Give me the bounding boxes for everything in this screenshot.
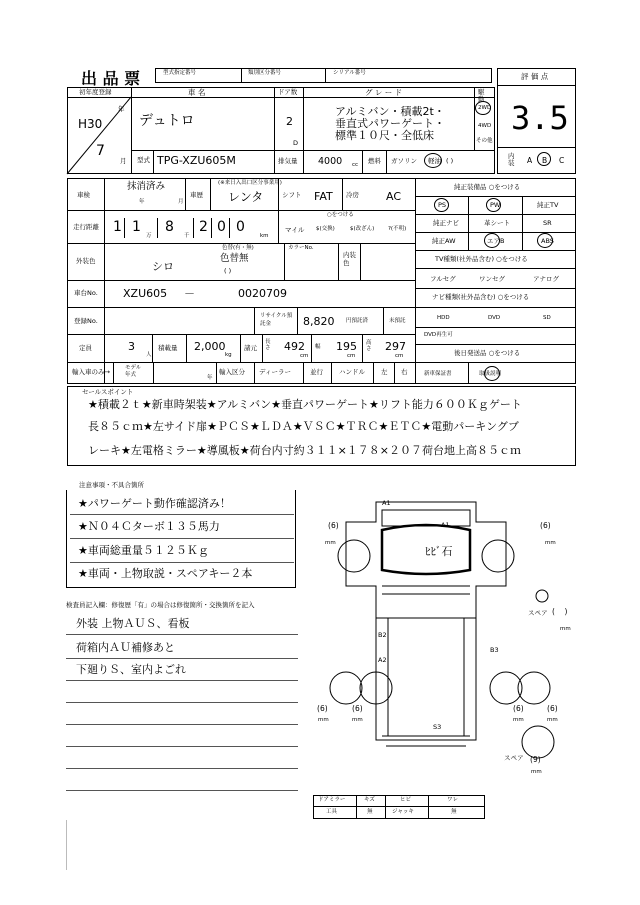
tv-fullseg: フルセグ	[430, 275, 456, 283]
doors-label: ドア数	[278, 88, 298, 96]
ac-value: AC	[386, 190, 402, 203]
history-note: (※来日入出口区分事業用)	[218, 180, 282, 186]
tire-fr-paren: (6)	[540, 521, 551, 530]
drive-4wd: 4WD	[478, 123, 492, 129]
legend-tools-value: 無	[367, 809, 373, 815]
fuel-paren: ( )	[446, 157, 454, 165]
import-class-label: 輸入区分	[219, 368, 245, 376]
door-unit: D	[293, 139, 299, 147]
sheet-title: 出 品 票	[81, 69, 141, 88]
later-warranty: 新車保証書	[424, 371, 452, 377]
damage-b2: B2	[378, 631, 387, 639]
tv-oneseg: ワンセグ	[479, 275, 505, 283]
score-label: 評 価 点	[521, 72, 549, 81]
chassis-prefix: XZU605	[123, 287, 168, 300]
legend-jack-value: 無	[451, 809, 457, 815]
meter-tamper: $(改ざん)	[350, 226, 375, 232]
damage-a2: A2	[378, 656, 387, 664]
inspection-value: 抹消済み	[127, 181, 166, 192]
ac-label: 冷房	[346, 191, 359, 199]
history-value: レンタ	[228, 190, 264, 204]
chassis-label: 車台No.	[74, 289, 98, 297]
length-label: 長さ	[265, 339, 271, 351]
length-cm: cm	[300, 353, 309, 359]
legend-h-scratch: キズ	[364, 797, 375, 803]
grade-label: グ レ ー ド	[365, 88, 403, 97]
spare-bottom-mm: mm	[531, 769, 542, 775]
equip-tv: 純正TV	[537, 201, 559, 209]
note-line-2: ★Ｎ０４Ｃターボ１３５馬力	[78, 520, 220, 533]
shift-label: シフト	[282, 191, 302, 199]
interior-label: 内装	[508, 152, 515, 167]
fuel-diesel: 軽油	[428, 157, 441, 165]
grade-line-1: アルミバン・積載2t・	[335, 105, 445, 118]
damage-a1-top: A1	[382, 499, 391, 507]
recycle-status: 未預託	[389, 318, 406, 324]
model-year-label: モデル年式	[125, 365, 142, 378]
legend-h-break: ワレ	[447, 797, 459, 803]
selling-title: セールスポイント	[82, 388, 134, 396]
dims-label: 諸元	[244, 344, 257, 352]
mileage-label: 走行距離	[73, 223, 99, 231]
inspection-year-unit: 年	[139, 199, 145, 205]
navi-dvd: DVD	[488, 315, 501, 321]
capacity-value: 3	[128, 340, 135, 353]
meter-label: マイル	[285, 226, 305, 234]
meter-unknown: ?(不明)	[388, 226, 407, 232]
class-label: 類別区分番号	[248, 70, 282, 76]
handle-right: 右	[401, 368, 408, 376]
legend-h-crack: ヒビ	[400, 797, 412, 803]
drive-label: 駆動	[478, 88, 485, 103]
handle-label: ハンドル	[339, 368, 365, 376]
damage-hibi: ﾋﾋﾞ石	[425, 545, 453, 558]
recycle-label: リサイクル預託金	[260, 313, 293, 327]
sen-unit: 千	[184, 233, 190, 239]
equipment-title: 純正装備品 ○をつける	[454, 183, 521, 191]
dvd-playback: DVD再生可	[424, 332, 453, 338]
selling-line-1: ★積載２ｔ★新車時架装★アルミバン★垂直パワーゲート★リフト能力６００Ｋｇゲート	[88, 398, 522, 411]
note-line-1: ★パワーゲート動作確認済み！	[78, 497, 231, 510]
mileage-d2: 1	[132, 219, 141, 235]
navi-sd: SD	[543, 315, 551, 321]
drive-2wd: 2WD	[478, 105, 492, 111]
damage-s3: S3	[433, 723, 442, 731]
notes-title: 注意事項・不具合箇所	[79, 481, 144, 489]
width-value: 195	[336, 340, 357, 353]
tire-fl-paren: (6)	[328, 521, 339, 530]
color-change: 色替無	[220, 253, 249, 264]
color-change-label: 色替(有・無)	[222, 245, 254, 251]
interior-color-label: 内装色	[343, 251, 356, 267]
era-year: H30	[78, 117, 103, 131]
cert-number-box	[155, 68, 492, 83]
capacity-label: 定員	[79, 344, 92, 352]
chassis-dash: －	[184, 287, 195, 300]
load-label: 積載量	[158, 344, 178, 352]
recycle-value: 8,820	[303, 315, 335, 328]
vehicle-name: デュトロ	[139, 113, 195, 129]
year-unit: 年	[118, 105, 125, 113]
equip-abs: ABS	[541, 237, 554, 245]
inspection-label: 車検	[77, 191, 90, 199]
spare-bottom-paren: (9)	[530, 755, 541, 764]
legend-jack: ジャッキ	[392, 809, 414, 815]
equip-sr: SR	[543, 219, 552, 227]
equip-navi: 純正ナビ	[433, 219, 459, 227]
mileage-d3: 8	[165, 219, 174, 235]
equip-airbag: エアB	[487, 237, 505, 245]
mileage-d1: 1	[113, 219, 122, 235]
interior-a: A	[527, 156, 533, 165]
navi-title: ナビ種類(社外品含む) ○をつける	[432, 293, 530, 301]
serial-label: シリアル番号	[333, 70, 366, 76]
tire-rl2-mm: mm	[352, 717, 363, 723]
grade-line-3: 標準１０尺・全低床	[335, 129, 434, 142]
height-label: 高さ	[366, 340, 372, 352]
meter-note: ○をつける	[327, 212, 354, 218]
legend-tools: 工具	[326, 809, 338, 815]
score-value: 3.5	[511, 99, 569, 137]
interior-b: B	[542, 156, 548, 165]
load-unit: kg	[225, 352, 232, 358]
mileage-d4: 2	[199, 219, 208, 235]
exterior-label: 外装色	[76, 257, 96, 265]
width-cm: cm	[347, 353, 356, 359]
model-year-unit: 年	[207, 375, 213, 381]
navi-hdd: HDD	[437, 315, 450, 321]
displacement-value: 4000	[318, 156, 343, 167]
selling-line-2: 長８５ｃｍ★左サイド扉★ＰＣＳ★ＬＤＡ★ＶＳＣ★ＴＲＣ★ＥＴＣ★電動パーキングブ	[88, 420, 519, 433]
spare-top-mm: mm	[560, 626, 571, 632]
spare-bottom-label: スペア	[504, 754, 524, 762]
interior-c: C	[559, 156, 565, 165]
inspection-month-unit: 月	[178, 199, 184, 205]
tire-rr2-mm: mm	[547, 717, 558, 723]
man-unit: 万	[146, 233, 152, 239]
later-title: 後日発送品 ○をつける	[454, 349, 521, 357]
spare-top-label: スペア	[528, 609, 548, 617]
later-manual-circle	[484, 366, 500, 381]
equip-ps: PS	[438, 201, 447, 209]
doors-value: 2	[286, 115, 293, 128]
tv-analog: アナログ	[533, 275, 559, 283]
spare-top-paren: ( )	[552, 607, 568, 616]
displacement-label: 排気量	[278, 157, 298, 165]
note-line-4: ★車両・上物取説・スペアキー２本	[78, 567, 253, 580]
model-value: TPG-XZU605M	[157, 154, 236, 167]
damage-a1-front: A1	[441, 521, 450, 529]
import-label: 輸入車のみ→	[72, 368, 110, 376]
drive-other: その他	[476, 138, 493, 144]
handle-left: 左	[381, 368, 388, 376]
grade-line-2: 垂直式パワーゲート・	[335, 117, 445, 130]
selling-line-3: レーキ★左電格ミラー★導風板★荷台内寸約３１１×１７８×２０７荷台地上高８５ｃｍ	[88, 444, 522, 457]
fuel-gasoline: ガソリン	[391, 157, 417, 165]
fuel-label: 燃料	[368, 157, 381, 165]
reg-month: 7	[96, 143, 105, 159]
equip-pw: PW	[490, 201, 501, 209]
model-label: 型式	[137, 156, 150, 164]
meter-exchange: $(交換)	[316, 226, 335, 232]
note-line-3: ★車両総重量５１２５Ｋｇ	[78, 544, 209, 557]
model-cert-label: 型式指定番号	[163, 70, 197, 76]
legend-h-mirror: ドアミラー	[318, 797, 346, 803]
tire-rr2-paren: (6)	[547, 704, 558, 713]
inspector-title: 検査員記入欄：修復歴「有」の場合は修復箇所・交換箇所を記入	[66, 601, 255, 609]
mileage-d5: 0	[217, 219, 226, 235]
tire-fr-mm: mm	[545, 540, 556, 546]
recycle-unit: 円預託済	[346, 318, 369, 324]
shift-value: FAT	[314, 190, 333, 203]
equip-abs-circle	[537, 233, 553, 248]
mileage-d6: 0	[236, 219, 245, 235]
later-manual: 取扱説明	[479, 371, 502, 377]
height-cm: cm	[395, 353, 404, 359]
equip-leather: 革シート	[484, 219, 510, 227]
equip-pw-circle	[486, 198, 501, 212]
drive-2wd-circle	[475, 101, 491, 115]
inspector-line-3: 下廻りＳ、室内よごれ	[76, 663, 186, 676]
width-label: 幅	[315, 344, 321, 350]
tire-rl2-paren: (6)	[352, 704, 363, 713]
month-unit: 月	[120, 157, 127, 165]
equip-ps-circle	[434, 198, 449, 212]
interior-b-circle	[537, 152, 551, 166]
equip-aw: 純正AW	[432, 237, 456, 245]
length-value: 492	[284, 340, 305, 353]
truck-diagram	[316, 490, 576, 790]
color-change-paren: ( )	[224, 267, 232, 275]
reg-no-label: 登録No.	[74, 317, 98, 325]
first-reg-label: 初年度登録	[79, 88, 112, 96]
history-label: 車歴	[190, 191, 203, 199]
km-unit: km	[260, 233, 269, 239]
tv-title: TV種類(社外品含む) ○をつける	[435, 255, 528, 263]
import-dealer: ディーラー	[259, 368, 291, 376]
chassis-number: 0020709	[238, 287, 287, 300]
capacity-unit: 人	[146, 352, 152, 358]
inspector-line-1: 外装 上物ＡＵＳ、看板	[76, 617, 190, 630]
color-value: シロ	[152, 260, 174, 273]
tire-rl1-paren: (6)	[317, 704, 328, 713]
tire-rr1-paren: (6)	[513, 704, 524, 713]
color-no-label: カラーNo.	[288, 245, 314, 251]
tire-rr1-mm: mm	[513, 717, 524, 723]
equip-airbag-circle	[484, 233, 500, 248]
tire-rl1-mm: mm	[318, 717, 329, 723]
tire-fl-mm: mm	[325, 540, 336, 546]
name-label: 車 名	[188, 88, 206, 97]
load-value: 2,000	[194, 340, 226, 353]
height-value: 297	[385, 340, 406, 353]
inspector-line-2: 荷箱内ＡＵ補修あと	[76, 641, 175, 654]
import-parallel: 並行	[310, 368, 323, 376]
displacement-unit: cc	[352, 162, 359, 168]
fuel-diesel-circle	[424, 153, 442, 168]
damage-b3: B3	[490, 646, 499, 654]
